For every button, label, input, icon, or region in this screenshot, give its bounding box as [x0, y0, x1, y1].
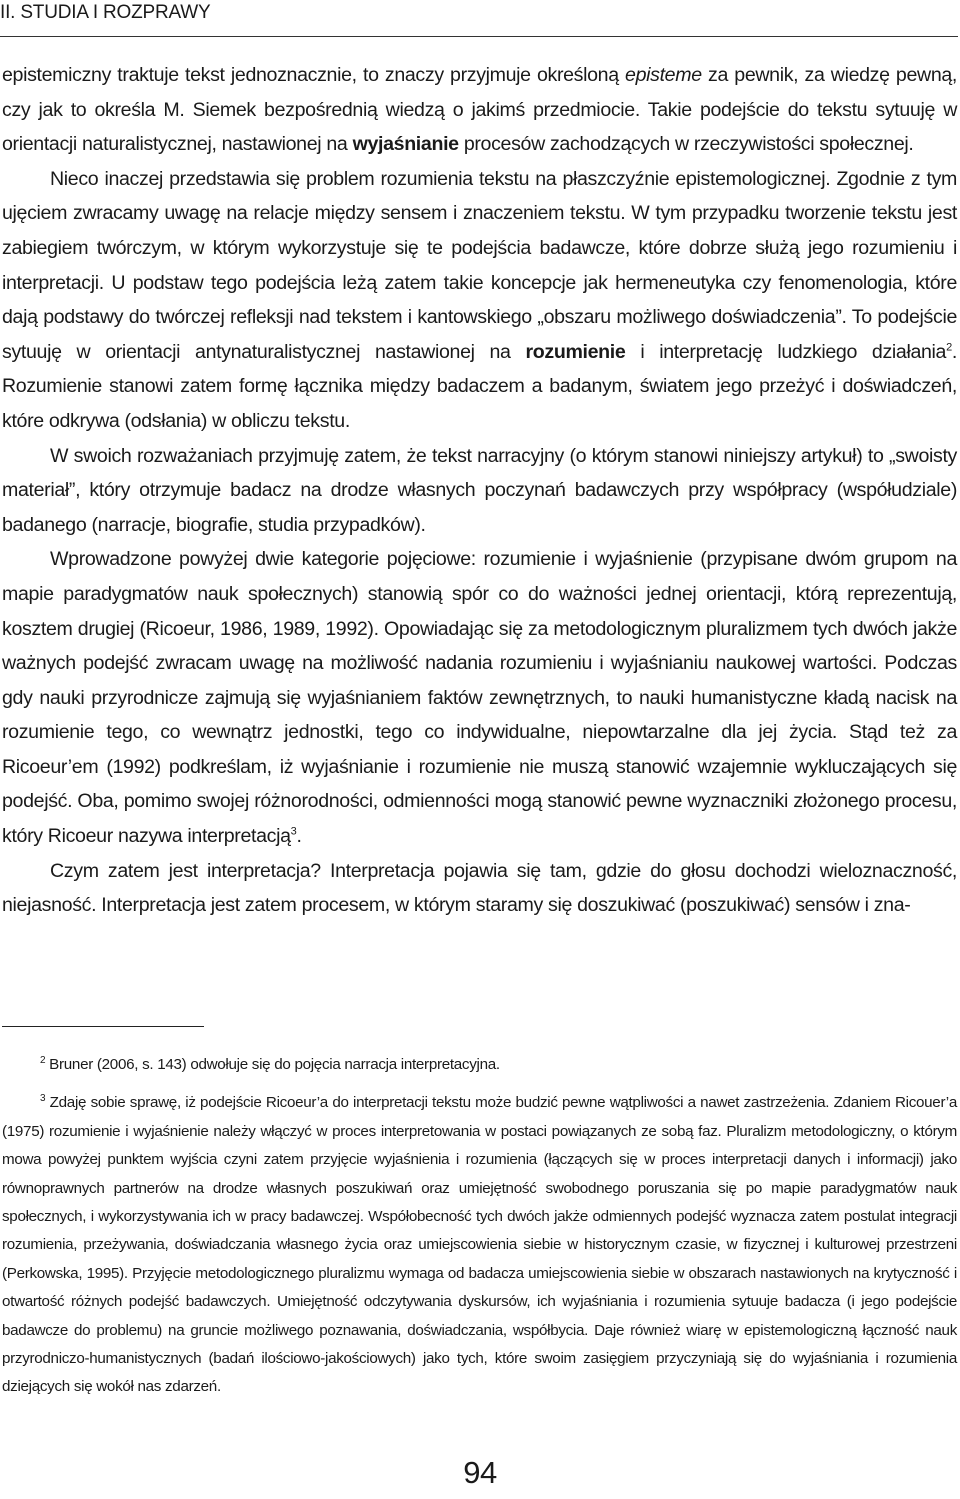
bold-term-wyjasnianie: wyjaśnianie — [352, 133, 459, 156]
text-span: Wprowadzone powyżej dwie kategorie pojęciowe: rozumienie i wyjaśnienie (przypisane dwóm grupom na mapie paradygmatów nauk społecznych) stanowią spór co do ważności jednej orientacji, którą reprezentują, kosztem drugiej (Ricoeur, 1986, 1989, 1992). Opowiadając się za metodologicznym pluralizmem tych dwóch jakże ważnych podejść zwracam uwagę na możliwość nadania rozumieniu i wyjaśnianiu naukowej wartości. Podczas gdy nauki przyrodnicze zajmują się wyjaśnianiem faktów zewnętrznych, to nauki humanistyczne kładą nacisk na rozumienie tego, co wewnątrz jednostki, tego co indywidualne, niepowtarzalne dla jej życia. Stąd też za Ricoeur’em (1992) podkreślam, iż wyjaśnianie i rozumienie nie muszą stanowić wzajemnie wykluczających się podejść. Oba, pomimo swojej różnorodności, odmienności mogą stanowić pewne wyznaczniki złożonego procesu, który Ricoeur nazywa interpretacją — [2, 548, 957, 848]
text-span: epistemiczny traktuje tekst jednoznacznie, to znaczy przyjmuje określoną — [2, 64, 626, 86]
emphasis-episteme: episteme — [625, 64, 702, 86]
footnote-3 — [2, 1089, 957, 1401]
text-span: . Rozumienie stanowi zatem formę łącznika między badaczem a badanym, światem jego przeżyć i doświadczeń, które odkrywa (odsłania) w obliczu tekstu. — [2, 340, 957, 432]
footnote-number: 3 — [40, 1093, 46, 1105]
paragraph-4 — [2, 542, 957, 853]
text-span: Nieco inaczej przedstawia się problem rozumienia tekstu na płaszczyźnie epistemologicznej. Zgodnie z tym ujęciem zwracamy uwagę na relacje między sensem i znaczeniem tekstu. W tym przypadku tworzenie tekstu jest zabiegiem twórczym, w którym wykorzystuje się te podejścia badawcze, które dobrze służą jego rozumieniu i interpretacji. U podstaw tego podejścia leżą zatem takie koncepcje jak hermeneutyka czy fenomenologia, które dają podstawy do twórczej refleksji nad tekstem i kantowskiego „obszaru możliwego doświadczenia”. To podejście sytuuję w orientacji antynaturalistycznej nastawionej na — [2, 167, 957, 363]
bold-term-rozumienie: rozumienie — [525, 340, 626, 363]
text-span: za pewnik, za wiedzę pewną, czy jak to określa M. Siemek bezpośrednią wiedzą o jakimś przedmiocie. Takie podejście do tekstu sytuuję w orientacji naturalistycznej, nastawionej na — [2, 64, 958, 156]
footnote-number: 2 — [40, 1054, 46, 1066]
paragraph-2 — [2, 162, 957, 439]
page-number: 94 — [463, 1455, 497, 1490]
paragraph-1 — [2, 58, 957, 162]
running-header — [0, 0, 958, 37]
section-title: II. STUDIA I ROZPRAWY — [0, 2, 211, 23]
footnotes — [2, 1051, 957, 1402]
paragraph-5: Czym zatem jest interpretacja? Interpretacja pojawia się tam, gdzie do głosu dochodzi wieloznaczność, niejasność. Interpretacja jest zatem procesem, w którym staramy się doszukiwać (poszukiwać) sensów i zna- — [2, 859, 957, 917]
footnote-text: Zdaję sobie sprawę, iż podejście Ricoeur’a do interpretacji tekstu może budzić pewne wątpliwości a nawet zastrzeżenia. Zdaniem Ricouer’a (1975) rozumienie i wyjaśnienie należy włączyć w proces interpretowania w postaci powiązanych ze sobą faz. Pluralizm metodologiczny, o którym mowa powyżej punktem wyjścia czyni zatem przyjęcie wyjaśnienia i rozumienia (łączących się w proces interpretacji danych i informacji) jako równoprawnych partnerów na drodze własnych poszukiwań oraz umiejętność swobodnego poruszania się po mapie paradygmatów nauk społecznych, i wykorzystywania ich w pracy badawczej. Współobecność tych dwóch jakże odmiennych podejść wyznacza zatem postulat integracji rozumienia, przeżywania, doświadczania własnego życia oraz umiejscowienia siebie w historycznym czasie, w fizycznej i kulturowej przestrzeni (Perkowska, 1995). Przyjęcie metodologicznego pluralizmu wymaga od badacza umiejscowienia siebie w obszarach nastawionych na krytyczność i otwartość różnych podejść badawczych. Umiejętność odczytywania dyskursów, ich wyjaśniania i rozumienia sytuuje badacza (i jego podejście badawcze do problemu) na gruncie możliwego poznawania, doświadczania, współbycia. Daje również wiarę w epistemologiczną łączność nauk przyrodniczo-humanistycznych (badań ilościowo-jakościowych) jako tych, które swoim zasięgiem przyczyniają się do wyjaśniania i rozumienia dziejących się wokół nas zdarzeń. — [2, 1094, 957, 1396]
footnote-ref-3[interactable]: 3 — [290, 825, 297, 838]
text-span: i interpretację ludzkiego działania — [625, 340, 947, 363]
footnote-text: Bruner (2006, s. 143) odwołuje się do pojęcia narracja interpretacyjna. — [45, 1056, 500, 1073]
text-span: procesów zachodzących w rzeczywistości społecznej. — [458, 133, 914, 156]
text-span: . — [296, 825, 302, 848]
footnote-2 — [2, 1051, 957, 1079]
main-text — [2, 58, 957, 923]
footnote-separator — [2, 1026, 204, 1027]
paragraph-3: W swoich rozważaniach przyjmuję zatem, że tekst narracyjny (o którym stanowi niniejszy artykuł) to „swoisty materiał”, który otrzymuje badacz na drodze własnych poczynań badawczych przy współpracy (współudziale) badanego (narracje, biografie, studia przypadków). — [2, 444, 957, 536]
footnote-ref-2[interactable]: 2 — [946, 341, 952, 354]
